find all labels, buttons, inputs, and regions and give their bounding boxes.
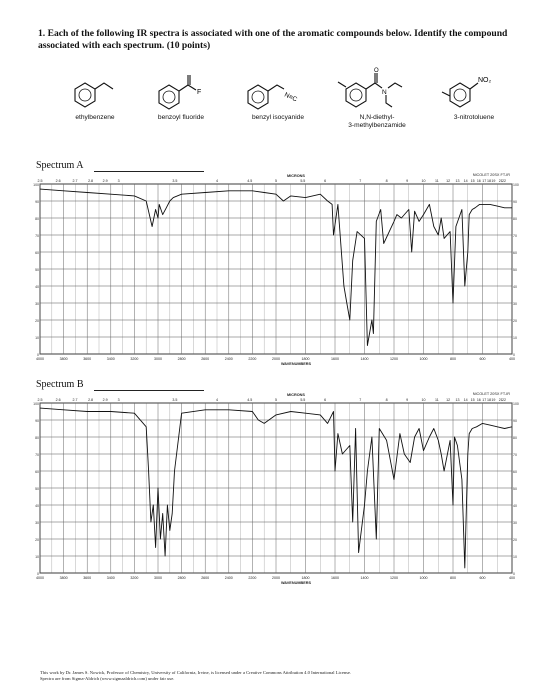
svg-text:O: O	[374, 68, 379, 74]
y-tick-label-right: 60	[513, 251, 517, 255]
y-tick-label-right: 10	[513, 336, 517, 340]
x-tick-label: 1400	[360, 357, 369, 361]
y-tick-label: 90	[35, 200, 39, 204]
micron-tick-label: 2.8	[88, 398, 94, 402]
y-tick-label-right: 100	[513, 402, 519, 406]
atom-label: F	[197, 89, 202, 96]
compound-deet	[327, 70, 427, 130]
y-tick-label-right: 90	[513, 200, 517, 204]
micron-tick-label: 2.8	[88, 179, 94, 183]
ir-spectrum-svg	[33, 389, 519, 589]
x-tick-label: 2800	[177, 576, 186, 580]
x-tick-label: 400	[509, 357, 515, 361]
micron-tick-label: 14	[463, 179, 468, 183]
x-tick-label: 2400	[224, 576, 233, 580]
spectrum-b-chart	[33, 389, 519, 589]
x-tick-label: 2200	[248, 576, 257, 580]
x-tick-label: 1800	[301, 357, 310, 361]
micron-tick-label: 10	[421, 179, 426, 183]
compound-label: benzyl isocyanide	[251, 114, 305, 121]
y-tick-label-right: 0	[513, 572, 515, 576]
compound-label: 3-nitrotoluene	[453, 114, 495, 121]
micron-tick-label: 18	[487, 179, 492, 183]
y-tick-label: 60	[35, 470, 39, 474]
micron-tick-label: 2.6	[55, 179, 61, 183]
x-tick-label: 3600	[83, 576, 92, 580]
footer-credit	[40, 670, 510, 682]
x-tick-label: 2200	[248, 357, 257, 361]
microns-axis-label: MICRONS	[287, 393, 305, 397]
micron-tick-label: 17	[482, 179, 487, 183]
micron-tick-label: 19	[491, 398, 496, 402]
x-tick-label: 2000	[272, 576, 280, 580]
y-tick-label-right: 10	[513, 555, 517, 559]
y-tick-label: 80	[35, 217, 39, 221]
micron-tick-label: 2.7	[72, 179, 78, 183]
micron-tick-label: 12	[446, 398, 451, 402]
micron-tick-label: 4	[216, 398, 218, 402]
micron-tick-label: 21	[498, 179, 503, 183]
y-tick-label-right: 100	[513, 183, 519, 187]
y-tick-label: 50	[35, 268, 39, 272]
y-tick-label: 70	[35, 234, 39, 238]
x-tick-label: 3800	[59, 576, 68, 580]
y-tick-label-right: 50	[513, 268, 517, 272]
y-tick-label-right: 20	[513, 319, 517, 323]
x-tick-label: 400	[509, 576, 515, 580]
y-tick-label-right: 40	[513, 504, 517, 508]
x-tick-label: 600	[479, 357, 486, 361]
footer-line-2: Spectra are from Sigma-Aldrich (www.sigmaaldrich.com) under fair use.	[40, 676, 175, 681]
instrument-label: NICOLET 20SX FT-IR	[472, 392, 510, 396]
y-tick-label: 20	[35, 538, 39, 542]
micron-tick-label: 4	[216, 179, 218, 183]
y-tick-label-right: 40	[513, 285, 517, 289]
compound-label: benzoyl fluoride	[157, 114, 205, 121]
wavenumbers-axis-label: WAVENUMBERS	[280, 362, 312, 366]
micron-tick-label: 2.5	[37, 179, 43, 183]
micron-tick-label: 22	[501, 398, 506, 402]
y-tick-label: 40	[35, 285, 39, 289]
micron-tick-label: 21	[498, 398, 503, 402]
x-tick-label: 3000	[154, 576, 162, 580]
micron-tick-label: 7	[359, 179, 362, 183]
micron-tick-label: 3.5	[172, 398, 178, 402]
micron-tick-label: 6	[324, 398, 327, 402]
micron-tick-label: 9	[406, 179, 409, 183]
y-tick-label: 100	[33, 183, 39, 187]
y-tick-label-right: 0	[513, 353, 515, 357]
micron-tick-label: 11	[435, 398, 439, 402]
micron-tick-label: 2.9	[102, 398, 108, 402]
micron-tick-label: 6	[324, 179, 327, 183]
compound-benzyl-isocyanide	[233, 70, 323, 122]
x-tick-label: 2600	[201, 357, 210, 361]
micron-tick-label: 13	[455, 179, 460, 183]
micron-tick-label: 8	[385, 398, 388, 402]
micron-tick-label: 7	[359, 398, 362, 402]
x-tick-label: 2600	[201, 576, 210, 580]
benzoyl-fluoride-structure-icon	[151, 70, 211, 112]
micron-tick-label: 19	[491, 179, 496, 183]
y-tick-label: 30	[35, 302, 39, 306]
y-tick-label: 30	[35, 521, 39, 525]
atom-label: N	[382, 89, 387, 96]
spectrum-b-title: Spectrum B	[36, 379, 84, 390]
x-tick-label: 3200	[130, 357, 139, 361]
micron-tick-label: 11	[435, 179, 439, 183]
micron-tick-label: 13	[455, 398, 460, 402]
x-tick-label: 600	[479, 576, 486, 580]
y-tick-label: 0	[37, 353, 39, 357]
micron-tick-label: 5.5	[300, 179, 306, 183]
micron-tick-label: 4.5	[247, 179, 253, 183]
x-tick-label: 1200	[390, 576, 398, 580]
micron-tick-label: 10	[421, 398, 426, 402]
micron-tick-label: 4.5	[247, 398, 253, 402]
y-tick-label-right: 80	[513, 217, 517, 221]
x-tick-label: 1600	[331, 357, 339, 361]
compound-benzoyl-fluoride	[141, 70, 221, 122]
compound-structures	[55, 70, 525, 150]
micron-tick-label: 9	[406, 398, 409, 402]
micron-tick-label: 2.7	[72, 398, 78, 402]
micron-tick-label: 12	[446, 179, 451, 183]
compound-label: N,N-diethyl- 3-methylbenzamide	[348, 114, 406, 129]
x-tick-label: 3200	[130, 576, 139, 580]
x-tick-label: 1000	[419, 357, 428, 361]
x-tick-label: 2800	[177, 357, 186, 361]
x-tick-label: 1600	[331, 576, 339, 580]
nitrotoluene-structure-icon	[438, 70, 510, 112]
micron-tick-label: 22	[501, 179, 506, 183]
question-text: 1. Each of the following IR spectra is associated with one of the aromatic compounds below. Identify the compound associated with each spectrum. (10 points)	[38, 28, 508, 51]
x-tick-label: 3800	[59, 357, 68, 361]
micron-tick-label: 8	[385, 179, 388, 183]
y-tick-label-right: 30	[513, 521, 517, 525]
x-tick-label: 1400	[360, 576, 369, 580]
micron-tick-label: 16	[476, 398, 481, 402]
x-tick-label: 2400	[224, 357, 233, 361]
compound-label: ethylbenzene	[75, 114, 115, 121]
micron-tick-label: 15	[470, 398, 475, 402]
y-tick-label-right: 90	[513, 419, 517, 423]
x-tick-label: 3400	[106, 576, 115, 580]
y-tick-label-right: 80	[513, 436, 517, 440]
wavenumbers-axis-label: WAVENUMBERS	[280, 581, 312, 585]
atom-label: N≡C	[283, 91, 299, 104]
x-tick-label: 3600	[83, 357, 92, 361]
y-tick-label: 50	[35, 487, 39, 491]
spectrum-a-title: Spectrum A	[36, 160, 84, 171]
micron-tick-label: 5.5	[300, 398, 306, 402]
compound-ethylbenzene	[55, 70, 135, 122]
x-tick-label: 800	[450, 576, 456, 580]
benzyl-isocyanide-structure-icon	[240, 70, 316, 112]
y-tick-label: 90	[35, 419, 39, 423]
micron-tick-label: 2.9	[102, 179, 108, 183]
x-tick-label: 3400	[106, 357, 115, 361]
y-tick-label-right: 70	[513, 453, 517, 457]
x-tick-label: 4000	[36, 357, 44, 361]
x-tick-label: 2000	[272, 357, 280, 361]
micron-tick-label: 14	[463, 398, 468, 402]
x-tick-label: 800	[450, 357, 456, 361]
y-tick-label: 80	[35, 436, 39, 440]
y-tick-label-right: 30	[513, 302, 517, 306]
y-tick-label: 10	[35, 336, 39, 340]
x-tick-label: 1800	[301, 576, 310, 580]
ethylbenzene-structure-icon	[65, 70, 125, 112]
y-tick-label: 40	[35, 504, 39, 508]
ir-spectrum-svg	[33, 170, 519, 370]
y-tick-label-right: 70	[513, 234, 517, 238]
micron-tick-label: 5	[275, 398, 277, 402]
y-tick-label: 20	[35, 319, 39, 323]
y-tick-label-right: 60	[513, 470, 517, 474]
micron-tick-label: 15	[470, 179, 475, 183]
micron-tick-label: 2.6	[55, 398, 61, 402]
y-tick-label: 70	[35, 453, 39, 457]
micron-tick-label: 17	[482, 398, 487, 402]
micron-tick-label: 2.5	[37, 398, 43, 402]
compound-3-nitrotoluene	[431, 70, 517, 122]
micron-tick-label: 5	[275, 179, 277, 183]
y-tick-label: 100	[33, 402, 39, 406]
y-tick-label-right: 20	[513, 538, 517, 542]
micron-tick-label: 3.5	[172, 179, 178, 183]
y-tick-label: 10	[35, 555, 39, 559]
deet-structure-icon	[332, 70, 422, 112]
atom-label: NO₂	[478, 77, 492, 84]
x-tick-label: 1200	[390, 357, 398, 361]
footer-line-1: This work by Dr. James S. Nowick, Professor of Chemistry, University of California, Irvine, is licensed under a Creative Commons Attribution 4.0 International License.	[40, 670, 352, 675]
y-tick-label: 60	[35, 251, 39, 255]
micron-tick-label: 3	[117, 179, 120, 183]
micron-tick-label: 16	[476, 179, 481, 183]
x-tick-label: 3000	[154, 357, 162, 361]
micron-tick-label: 3	[117, 398, 120, 402]
x-tick-label: 1000	[419, 576, 428, 580]
micron-tick-label: 18	[487, 398, 492, 402]
y-tick-label: 0	[37, 572, 39, 576]
instrument-label: NICOLET 20SX FT-IR	[472, 173, 510, 177]
microns-axis-label: MICRONS	[287, 174, 305, 178]
y-tick-label-right: 50	[513, 487, 517, 491]
spectrum-a-chart	[33, 170, 519, 370]
x-tick-label: 4000	[36, 576, 44, 580]
